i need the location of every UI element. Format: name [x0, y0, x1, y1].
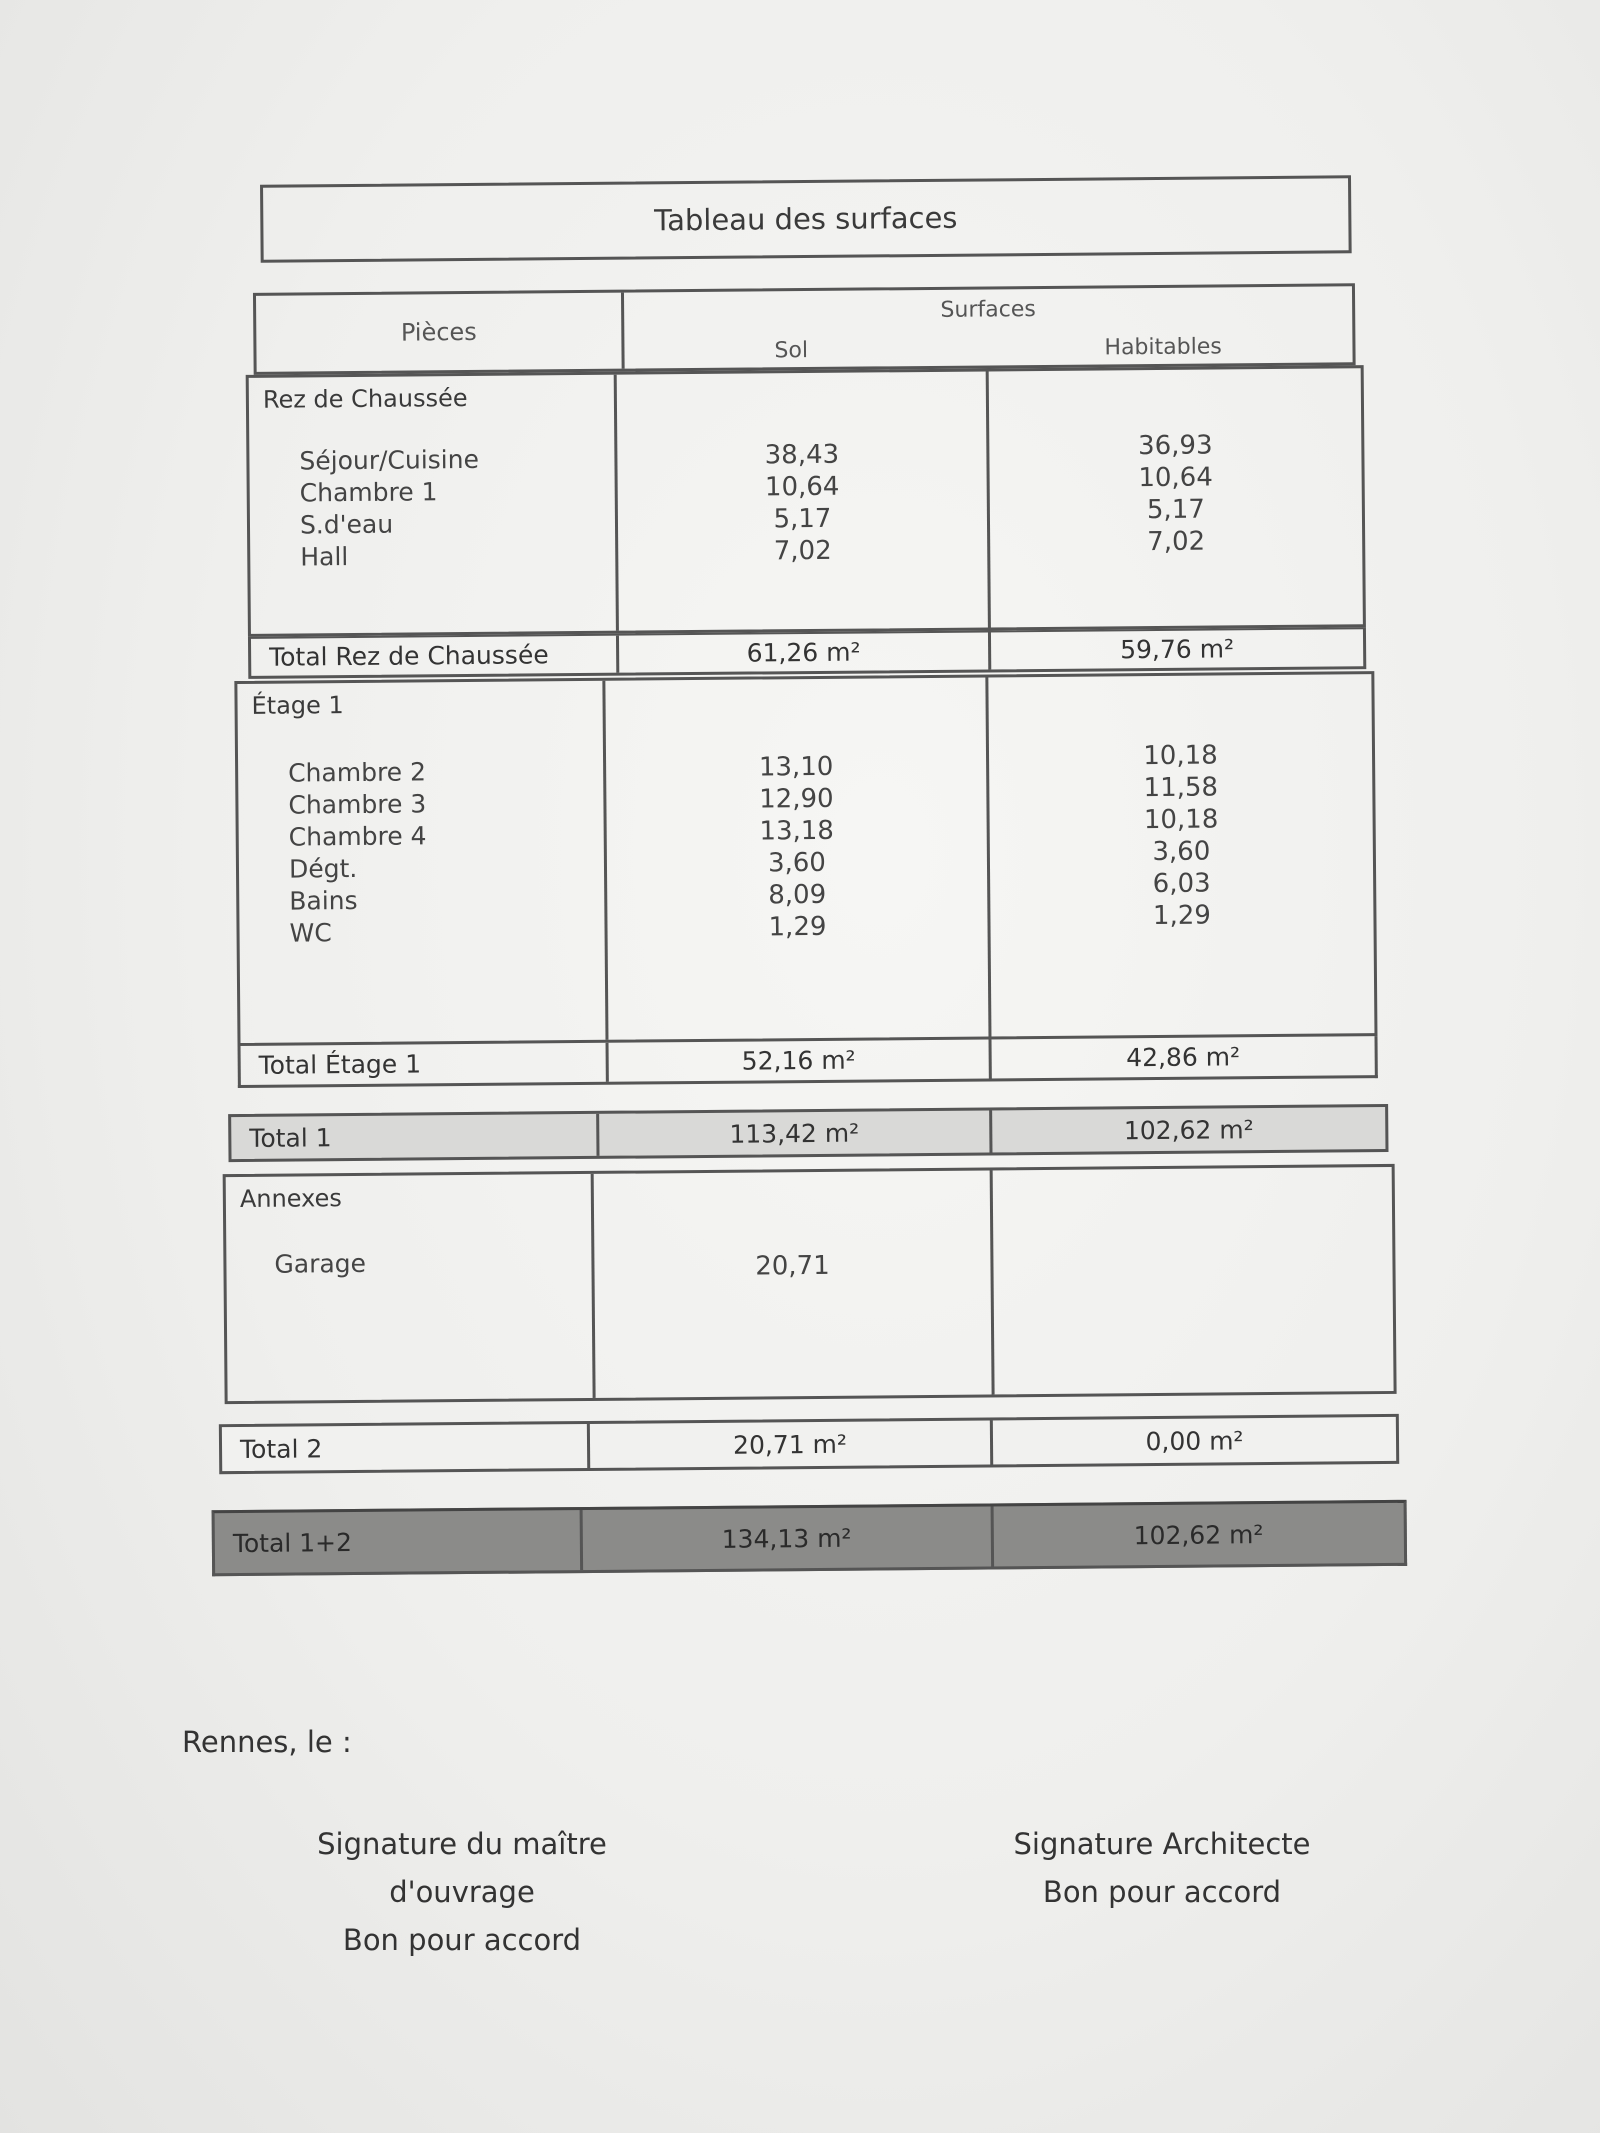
- signature-owner: [242, 1820, 682, 1964]
- city-date: Rennes, le :: [182, 1725, 352, 1759]
- sol-value: 13,18: [759, 815, 835, 847]
- etage-total-label: Total Étage 1: [241, 1043, 609, 1085]
- sol-value: 3,60: [767, 847, 827, 879]
- table-header: [253, 283, 1356, 375]
- signature-owner-title: Signature du maître d'ouvrage: [317, 1827, 607, 1909]
- section-etage: [234, 671, 1377, 1046]
- annexes-room-list: [226, 1246, 591, 1281]
- room-name: WC: [289, 918, 332, 948]
- rdc-total-hab: 59,76 m²: [1120, 634, 1235, 665]
- etage-sol-col: [605, 677, 991, 1039]
- total1-row: [228, 1104, 1388, 1162]
- sol-value: 5,17: [773, 503, 832, 535]
- hab-value: 3,60: [1152, 836, 1211, 868]
- rdc-title: Rez de Chaussée: [262, 383, 468, 414]
- table-title-text: Tableau des surfaces: [654, 200, 958, 238]
- sol-value: 38,43: [764, 439, 840, 471]
- total1-hab: 102,62 m²: [1123, 1114, 1254, 1145]
- signature-architect-note: Bon pour accord: [1042, 1875, 1282, 1909]
- rdc-total-sol: 61,26 m²: [619, 632, 991, 672]
- room-name: S.d'eau: [299, 509, 394, 540]
- total2-row: [219, 1414, 1399, 1474]
- etage-total-hab: 42,86 m²: [1126, 1042, 1241, 1073]
- section-annexes: [223, 1164, 1397, 1404]
- hab-value: 10,64: [1138, 462, 1213, 494]
- hab-value: 5,17: [1146, 494, 1205, 526]
- rdc-total-label: Total Rez de Chaussée: [251, 636, 619, 676]
- surface-table-document: [190, 175, 1442, 1577]
- room-name: Chambre 3: [288, 789, 427, 820]
- etage-title: Étage 1: [251, 691, 344, 720]
- hab-value: 6,03: [1152, 868, 1211, 900]
- header-surfaces-label: Surfaces: [940, 297, 1036, 323]
- sol-value: 7,02: [773, 535, 832, 567]
- annexes-rooms-col: [226, 1174, 596, 1401]
- sol-value: 1,29: [768, 911, 827, 943]
- table-title: [260, 175, 1352, 263]
- sol-value: 13,10: [758, 751, 834, 783]
- header-surfaces: [624, 286, 1353, 368]
- sol-value: 12,90: [759, 783, 834, 815]
- total12-hab: 102,62 m²: [1133, 1519, 1264, 1550]
- signature-architect: [972, 1820, 1352, 1916]
- total12-row: [212, 1500, 1408, 1576]
- annexes-sol-col: [594, 1170, 995, 1397]
- total1-label: Total 1: [231, 1114, 599, 1159]
- rdc-rooms-col: [249, 375, 619, 634]
- etage-total-sol: 52,16 m²: [609, 1039, 992, 1081]
- room-name: Chambre 4: [288, 821, 427, 852]
- hab-value: 10,18: [1143, 804, 1219, 836]
- total2-hab: 0,00 m²: [1145, 1425, 1244, 1456]
- hab-value: 11,58: [1143, 772, 1219, 804]
- etage-room-list: [238, 755, 605, 950]
- total1-sol: 113,42 m²: [599, 1110, 992, 1155]
- room-name: Bains: [289, 885, 358, 916]
- hab-value: 7,02: [1147, 526, 1206, 558]
- signature-owner-note: Bon pour accord: [342, 1923, 582, 1957]
- rdc-hab-col: [989, 368, 1363, 627]
- total2-sol: 20,71 m²: [590, 1420, 993, 1468]
- rdc-sol-col: [617, 371, 991, 630]
- sol-value: 10,64: [764, 471, 840, 503]
- document-footer: [182, 1725, 1422, 1957]
- hab-value: 10,18: [1143, 740, 1218, 772]
- room-name: Hall: [300, 542, 349, 572]
- rdc-room-list: [249, 443, 615, 574]
- annexes-hab-col: [993, 1167, 1394, 1394]
- header-habitables: Habitables: [1104, 334, 1222, 361]
- header-pieces: Pièces: [256, 293, 625, 372]
- total12-label: Total 1+2: [215, 1510, 584, 1573]
- hab-value: 36,93: [1137, 430, 1213, 462]
- header-sol: Sol: [774, 338, 809, 364]
- room-name: Chambre 1: [299, 477, 438, 508]
- total2-label: Total 2: [222, 1424, 590, 1471]
- sol-value: 20,71: [755, 1250, 830, 1282]
- room-name: Garage: [274, 1248, 367, 1279]
- signature-architect-title: Signature Architecte: [1013, 1827, 1311, 1861]
- etage-rooms-col: [237, 681, 608, 1043]
- room-name: Séjour/Cuisine: [299, 444, 480, 476]
- hab-value: 1,29: [1152, 900, 1212, 932]
- section-rdc: [246, 365, 1366, 637]
- total12-sol: 134,13 m²: [583, 1506, 994, 1570]
- room-name: Dégt.: [288, 853, 358, 884]
- sol-value: 8,09: [768, 879, 827, 911]
- etage-hab-col: [988, 674, 1374, 1036]
- annexes-title: Annexes: [239, 1184, 342, 1214]
- room-name: Chambre 2: [288, 757, 427, 788]
